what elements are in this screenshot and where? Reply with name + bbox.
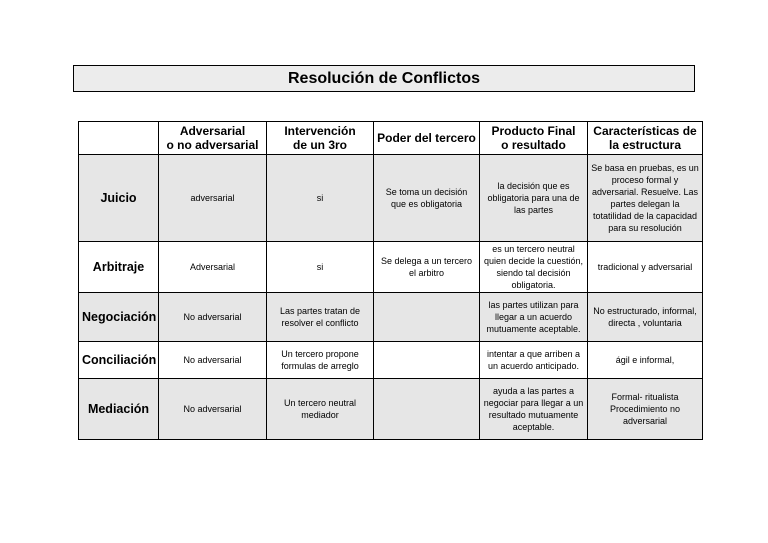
table-row bbox=[79, 379, 703, 440]
row-label-negociacion: Negociación bbox=[79, 293, 159, 342]
table-cell: Un tercero propone formulas de arreglo bbox=[267, 342, 374, 379]
row-label-mediacion: Mediación bbox=[79, 379, 159, 440]
header-poder-tercero: Poder del tercero bbox=[374, 122, 480, 155]
table-cell: Las partes tratan de resolver el conflicto bbox=[267, 293, 374, 342]
header-adversarial: Adversarial o no adversarial bbox=[159, 122, 267, 155]
header-empty-corner bbox=[79, 122, 159, 155]
table-cell: Se toma un decisión que es obligatoria bbox=[374, 155, 480, 242]
header-producto-final: Producto Final o resultado bbox=[480, 122, 588, 155]
table-row bbox=[79, 155, 703, 242]
table-cell: si bbox=[267, 155, 374, 242]
table-cell: adversarial bbox=[159, 155, 267, 242]
table-cell: No adversarial bbox=[159, 379, 267, 440]
header-caracteristicas: Características de la estructura bbox=[588, 122, 703, 155]
table-cell: Se basa en pruebas, es un proceso formal y adversarial. Resuelve. Las partes delegan la totatilidad de la capacidad para su resolución bbox=[588, 155, 703, 242]
row-label-juicio: Juicio bbox=[79, 155, 159, 242]
table-cell bbox=[374, 293, 480, 342]
comparison-table bbox=[78, 121, 703, 440]
table-cell bbox=[374, 342, 480, 379]
table-row bbox=[79, 293, 703, 342]
page-title: Resolución de Conflictos bbox=[73, 65, 695, 92]
table-cell: No adversarial bbox=[159, 293, 267, 342]
header-intervencion: Intervención de un 3ro bbox=[267, 122, 374, 155]
table-row bbox=[79, 342, 703, 379]
table-cell: la decisión que es obligatoria para una de las partes bbox=[480, 155, 588, 242]
table-header-row bbox=[79, 122, 703, 155]
table-cell: Formal- ritualista Procedimiento no adversarial bbox=[588, 379, 703, 440]
table-cell: No estructurado, informal, directa , voluntaria bbox=[588, 293, 703, 342]
table-cell: tradicional y adversarial bbox=[588, 242, 703, 293]
table-cell bbox=[374, 379, 480, 440]
table-cell: Adversarial bbox=[159, 242, 267, 293]
row-label-arbitraje: Arbitraje bbox=[79, 242, 159, 293]
row-label-conciliacion: Conciliación bbox=[79, 342, 159, 379]
table-cell: si bbox=[267, 242, 374, 293]
table-cell: Un tercero neutral mediador bbox=[267, 379, 374, 440]
table-cell: ágil e informal, bbox=[588, 342, 703, 379]
table-cell: las partes utilizan para llegar a un acuerdo mutuamente aceptable. bbox=[480, 293, 588, 342]
table-cell: ayuda a las partes a negociar para llegar a un resultado mutuamente aceptable. bbox=[480, 379, 588, 440]
table-cell: intentar a que arriben a un acuerdo anticipado. bbox=[480, 342, 588, 379]
table-cell: No adversarial bbox=[159, 342, 267, 379]
table-row bbox=[79, 242, 703, 293]
table-cell: es un tercero neutral quien decide la cuestión, siendo tal decisión obligatoria. bbox=[480, 242, 588, 293]
table-cell: Se delega a un tercero el arbitro bbox=[374, 242, 480, 293]
